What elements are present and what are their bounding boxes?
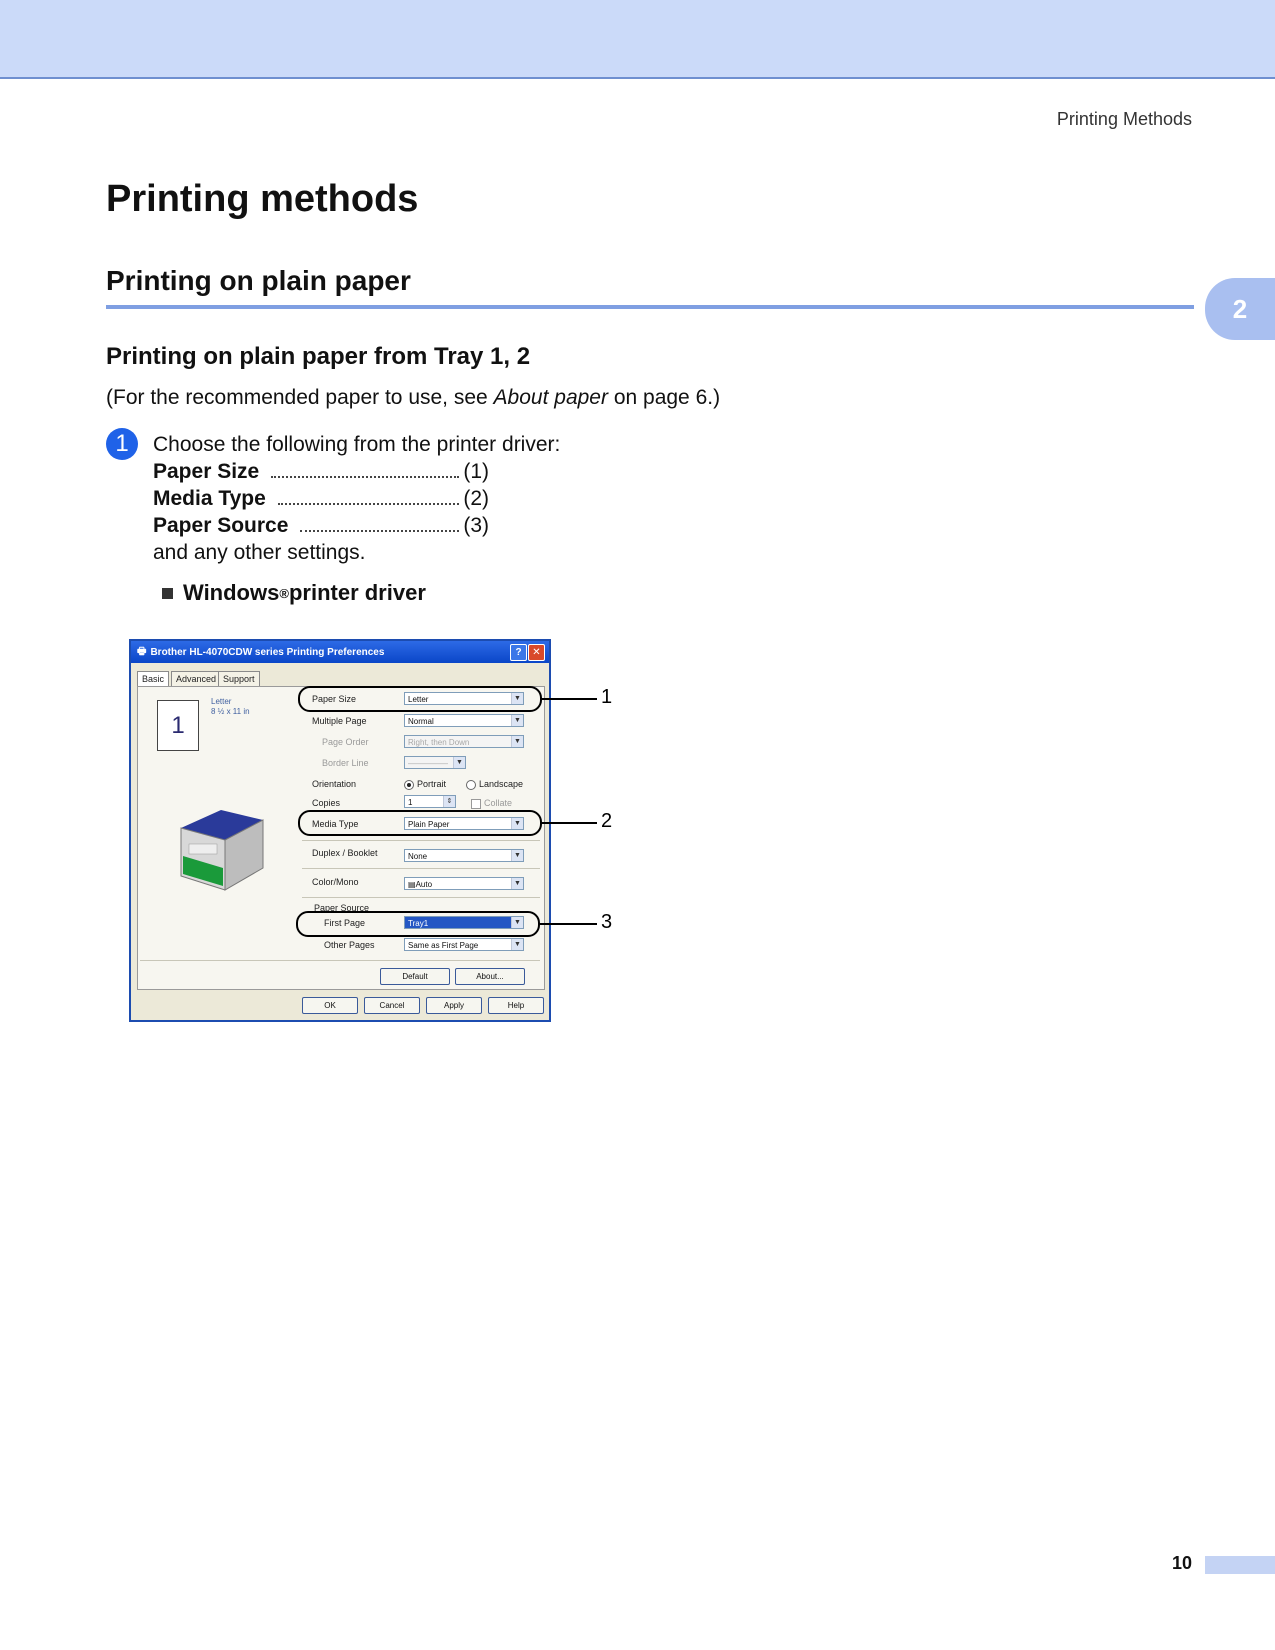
field-divider [302,868,540,869]
running-header: Printing Methods [1056,109,1192,129]
collate-checkbox[interactable] [471,799,481,809]
paper-size-label: Paper Size [312,694,357,704]
step-text [153,431,560,566]
paper-preview-size: 8 ½ x 11 in [211,707,250,716]
setting-ref: (3) [463,514,489,537]
section-title: Printing on plain paper [106,265,411,296]
footer-color-bar [1205,1556,1275,1574]
portrait-label: Portrait [417,779,447,789]
paper-size-value: Letter [408,695,429,704]
duplex-label: Duplex / Booklet [312,848,378,858]
first-page-label: First Page [324,918,366,928]
printer-icon: 🖶 [137,645,147,657]
intro-prefix: (For the recommended paper to use, see [106,386,494,409]
cancel-button[interactable]: Cancel [364,997,420,1014]
callout-2-number: 2 [601,810,613,832]
landscape-label: Landscape [479,779,524,789]
dialog-title: Brother HL-4070CDW series Printing Preferences [150,646,385,658]
setting-label: Paper Size [153,460,260,483]
close-icon[interactable]: ✕ [528,644,545,661]
tab-advanced[interactable]: Advanced [171,671,221,687]
ok-button[interactable]: OK [302,997,358,1014]
tab-basic[interactable]: Basic [137,671,169,688]
border-line-label: Border Line [322,758,369,768]
landscape-radio[interactable] [466,780,476,790]
intro-suffix: on page 6.) [607,386,721,409]
square-bullet-icon [162,588,173,599]
setting-ref: (1) [463,460,489,483]
os-name: Windows [183,580,280,605]
color-mono-value: Auto [415,880,433,889]
chevron-down-icon: ▼ [511,715,523,726]
step-tail: and any other settings. [153,541,366,564]
chevron-down-icon: ▼ [511,736,523,747]
help-button[interactable]: Help [488,997,544,1014]
portrait-radio[interactable] [404,780,414,790]
top-color-band [0,0,1275,79]
setting-row-paper-size [153,458,489,485]
duplex-value: None [408,852,428,861]
windows-driver-heading [162,580,426,606]
field-divider [302,897,540,898]
color-mono-select[interactable] [404,877,524,890]
intro-link[interactable]: About paper [493,386,608,409]
default-button[interactable]: Default [380,968,450,985]
other-pages-label: Other Pages [324,940,375,950]
step-lead: Choose the following from the printer driver: [153,433,561,456]
other-pages-value: Same as First Page [408,941,479,950]
setting-row-paper-source [153,512,489,539]
duplex-select[interactable] [404,849,524,862]
setting-label: Media Type [153,487,266,510]
about-button[interactable]: About... [455,968,525,985]
callout-2-line [540,822,597,824]
callout-3-line [538,923,597,925]
setting-ref: (2) [463,487,489,510]
callout-1-number: 1 [601,686,613,708]
dialog-titlebar [131,641,549,663]
multiple-page-value: Normal [408,717,434,726]
spinner-arrows-icon: ⇕ [443,796,455,808]
callout-3-number: 3 [601,911,613,933]
callout-1-line [540,698,597,700]
setting-row-media-type [153,485,489,512]
help-icon[interactable]: ? [510,644,527,661]
page-title: Printing methods [106,178,419,220]
tab-support[interactable]: Support [218,671,260,687]
callout-1-highlight [298,686,542,712]
panel-divider [140,960,540,961]
multiple-page-select[interactable] [404,714,524,727]
media-type-label: Media Type [312,819,359,829]
chevron-down-icon: ▼ [511,878,523,889]
page-order-value: Right, then Down [408,738,470,747]
chevron-down-icon: ▼ [511,939,523,950]
chevron-down-icon: ▼ [511,693,523,704]
orientation-label: Orientation [312,779,357,789]
chevron-down-icon: ▼ [511,917,523,928]
paper-preview-icon: 1 [157,700,199,751]
border-line-select [404,756,466,769]
section-rule [106,305,1194,309]
subsection-title: Printing on plain paper from Tray 1, 2 [106,343,531,370]
leader-dots [271,476,459,478]
setting-label: Paper Source [153,514,289,537]
collate-label: Collate [484,798,513,808]
border-line-value: ————— [408,759,448,768]
chevron-down-icon: ▼ [511,850,523,861]
paper-preview-name: Letter [211,697,232,706]
color-mono-label: Color/Mono [312,877,359,887]
media-type-value: Plain Paper [408,820,450,829]
callout-3-highlight [296,911,540,937]
chapter-tab: 2 [1205,278,1275,340]
heading-rest: printer driver [288,580,426,605]
apply-button[interactable]: Apply [426,997,482,1014]
registered-mark: ® [279,585,289,601]
multiple-page-label: Multiple Page [312,716,367,726]
chevron-down-icon: ▼ [453,757,465,768]
other-pages-select[interactable] [404,938,524,951]
printer-illustration-icon [171,806,266,892]
paper-preview-label [211,697,250,717]
leader-dots [300,530,459,532]
step-number-badge: 1 [106,428,138,460]
copies-value: 1 [408,798,413,807]
page-number: 10 [1172,1553,1193,1573]
copies-stepper[interactable] [404,795,456,808]
paper-source-label: Paper Source [314,903,370,913]
copies-label: Copies [312,798,341,808]
first-page-value: Tray1 [408,919,429,928]
leader-dots [278,503,460,505]
chevron-down-icon: ▼ [511,818,523,829]
field-divider [302,840,540,841]
page-order-select [404,735,524,748]
page-order-label: Page Order [322,737,369,747]
callout-2-highlight [298,810,542,836]
intro-text [106,386,720,410]
color-palette-icon: ▤ [408,880,416,889]
